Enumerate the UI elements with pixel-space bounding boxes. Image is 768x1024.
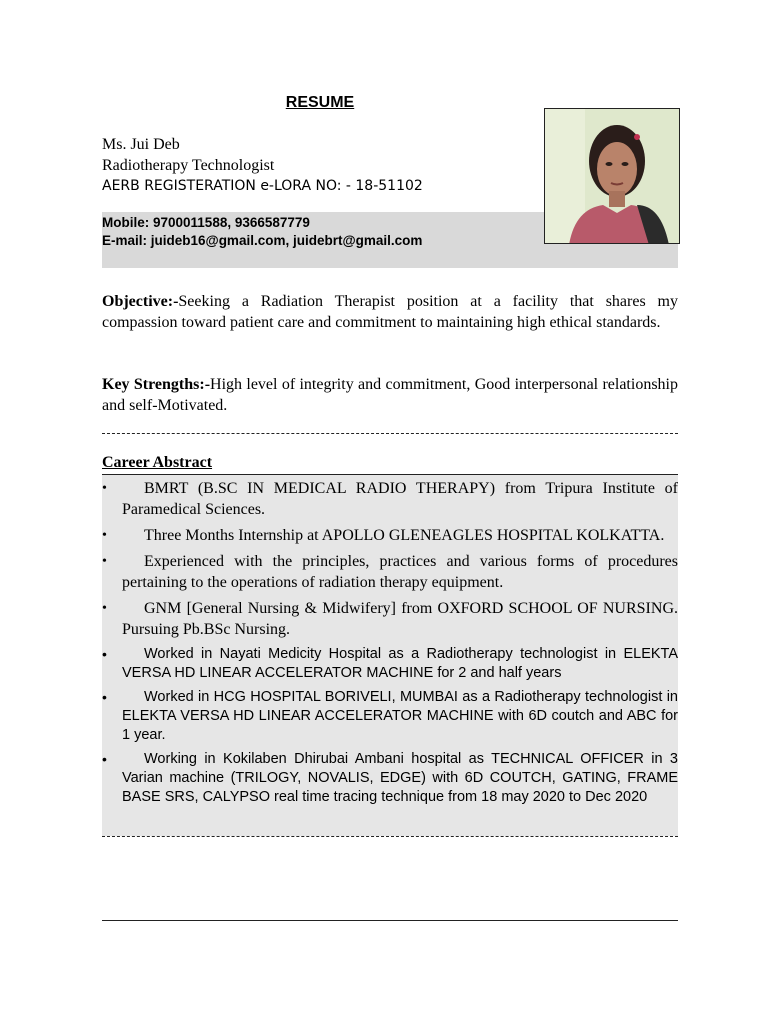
career-list — [100, 478, 678, 812]
candidate-name: Ms. Jui Deb — [102, 136, 180, 153]
strengths-text: High level of integrity and commitment, Good interpersonal relationship and self-Motivated. — [102, 376, 678, 414]
bullet-icon: • — [102, 751, 107, 767]
strengths-label: Key Strengths:- — [102, 376, 211, 393]
abstract-bottom-rule — [102, 836, 678, 837]
list-item: • BMRT (B.SC IN MEDICAL RADIO THERAPY) from Tripura Institute of Paramedical Sciences. — [102, 480, 678, 518]
objective-paragraph — [102, 291, 678, 333]
list-item: • Worked in HCG HOSPITAL BORIVELI, MUMBAI as a Radiotherapy technologist in ELEKTA VERSA HD LINEAR ACCELERATOR MACHINE with 6D coutch and ABC for 1 year. — [102, 689, 678, 743]
list-item: • GNM [General Nursing & Midwifery] from OXFORD SCHOOL OF NURSING. Pursuing Pb.BSc Nursing. — [102, 600, 678, 638]
career-title-rule — [102, 474, 678, 475]
objective-text: Seeking a Radiation Therapist position at a facility that shares my compassion toward patient care and commitment to maintaining high ethical standards. — [102, 293, 678, 331]
objective-label: Objective:- — [102, 293, 179, 310]
profile-photo-image — [545, 109, 680, 244]
footer-rule — [102, 920, 678, 921]
bullet-icon: • — [102, 646, 107, 662]
section-divider — [102, 433, 678, 434]
aerb-registration: AERB REGISTERATION e-LORA NO: - 18-51102 — [102, 178, 423, 194]
mobile-number: Mobile: 9700011588, 9366587779 — [102, 215, 310, 230]
profile-photo — [544, 108, 680, 244]
list-item: • Working in Kokilaben Dhirubai Ambani hospital as TECHNICAL OFFICER in 3 Varian machine (TRILOGY, NOVALIS, EDGE) with 6D COUTCH, GATING, FRAME BASE SRS, CALYPSO real time tracing technique from 18 may 2020 to Dec 2020 — [102, 751, 678, 805]
list-item: • Three Months Internship at APOLLO GLENEAGLES HOSPITAL KOLKATTA. — [102, 527, 665, 544]
candidate-role: Radiotherapy Technologist — [102, 157, 275, 174]
career-abstract-title: Career Abstract — [102, 454, 213, 471]
email-address: E-mail: juideb16@gmail.com, juidebrt@gmail.com — [102, 233, 423, 248]
list-item: • Experienced with the principles, practices and various forms of procedures pertaining to the operations of radiation therapy equipment. — [102, 553, 678, 591]
bullet-icon: • — [102, 528, 107, 543]
list-item: • Worked in Nayati Medicity Hospital as a Radiotherapy technologist in ELEKTA VERSA HD LINEAR ACCELERATOR MACHINE for 2 and half years — [102, 646, 678, 681]
bullet-icon: • — [102, 481, 107, 496]
strengths-paragraph — [102, 374, 678, 416]
bullet-icon: • — [102, 689, 107, 705]
bullet-icon: • — [102, 554, 107, 569]
resume-title: RESUME — [285, 94, 355, 111]
bullet-icon: • — [102, 601, 107, 616]
